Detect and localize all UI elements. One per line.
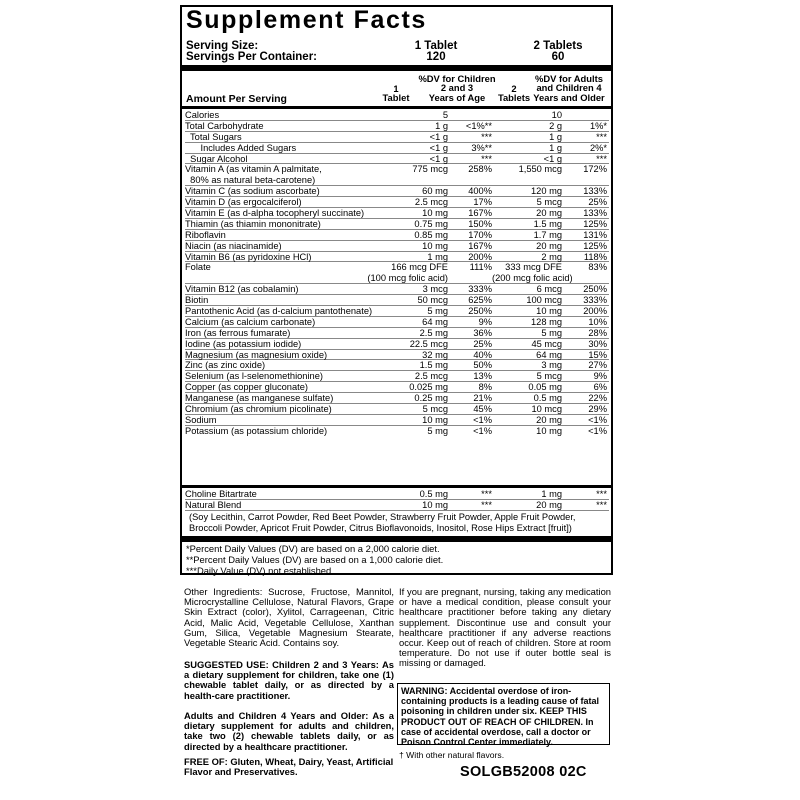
cell-amount-one-tablet: 10 mg xyxy=(422,499,448,510)
cell-dv-children: 3%** xyxy=(471,142,492,153)
cell-dv-adults: 250% xyxy=(583,284,607,295)
cell-name: Magnesium (as magnesium oxide) xyxy=(185,349,328,360)
thick-rule-header xyxy=(182,106,611,109)
cell-dv-children: 17% xyxy=(473,197,492,208)
cell-amount-two-tablets: 1.5 mg xyxy=(533,218,562,229)
cell-name: Niacin (as niacinamide) xyxy=(185,240,282,251)
cell-amount-two-tablets: 2 mg xyxy=(541,251,562,262)
cell-dv-adults: <1% xyxy=(588,414,607,425)
cell-name: Manganese (as manganese sulfate) xyxy=(185,393,334,404)
cell-amount-two-tablets: 45 mcg xyxy=(531,338,562,349)
cell-dv-children: <1%** xyxy=(465,120,492,131)
cell-name: Calories xyxy=(185,110,220,120)
footnote-2: **Percent Daily Values (DV) are based on a 1,000 calorie diet. xyxy=(186,554,444,565)
cell-amount-two-tablets: 128 mg xyxy=(530,316,562,327)
nutrient-row xyxy=(185,393,609,404)
cell-amount-two-tablets: 5 mcg xyxy=(536,371,562,382)
cell-dv-adults: *** xyxy=(596,131,607,142)
cell-name: Vitamin B6 (as pyridoxine HCl) xyxy=(185,251,312,262)
cell-dv-children: <1% xyxy=(473,425,492,436)
cell-dv-adults: 1%* xyxy=(589,120,607,131)
cell-name: Iodine (as potassium iodide) xyxy=(185,338,302,349)
nutrient-table xyxy=(185,110,609,437)
cell-dv-children: 13% xyxy=(473,371,492,382)
col-header-two-tablets: 2 Tablets xyxy=(497,83,531,104)
cell-dv-adults: 333% xyxy=(583,295,607,306)
nutrient-row xyxy=(185,339,609,350)
other-row xyxy=(185,489,609,500)
cell-name: Potassium (as potassium chloride) xyxy=(185,425,328,436)
cell-name: Total Carbohydrate xyxy=(185,120,264,131)
cell-dv-adults: 25% xyxy=(588,197,607,208)
suggested-use-adults: Adults and Children 4 Years and Older: As a dietary supplement for adults and children, take two (2) chewable tablets daily, or as directed by a healthcare practitioner. xyxy=(184,710,394,752)
nutrient-row xyxy=(185,360,609,371)
cell-dv-adults: 6% xyxy=(593,382,607,393)
nutrient-row xyxy=(185,132,609,143)
cell-dv-adults: 2%* xyxy=(589,142,607,153)
nutrient-row xyxy=(185,404,609,415)
cell-amount-two-tablets: 1 g xyxy=(549,131,562,142)
cell-dv-adults: *** xyxy=(596,489,607,499)
cell-dv-children: *** xyxy=(481,131,492,142)
cell-name: Biotin xyxy=(185,295,209,306)
nutrient-row xyxy=(185,306,609,317)
nutrient-row xyxy=(185,110,609,121)
nutrient-row xyxy=(185,143,609,154)
nutrient-row xyxy=(185,317,609,328)
cell-dv-children: 167% xyxy=(468,208,492,219)
cell-dv-adults: <1% xyxy=(588,425,607,436)
nutrient-row xyxy=(185,295,609,306)
serving-size-label: Serving Size: xyxy=(186,40,259,52)
cell-name: Vitamin B12 (as cobalamin) xyxy=(185,284,299,295)
cell-dv-children: 170% xyxy=(468,229,492,240)
cell-amount-one-tablet: <1 g xyxy=(429,131,448,142)
cell-name: Includes Added Sugars xyxy=(185,142,297,153)
cell-dv-adults: 83% xyxy=(588,262,607,273)
cell-dv-children: 150% xyxy=(468,218,492,229)
cell-amount-two-tablets: 3 mg xyxy=(541,360,562,371)
cell-dv-adults: 22% xyxy=(588,393,607,404)
servings-per-container-1: 120 xyxy=(426,51,446,63)
cell-amount-two-tablets: 2 g xyxy=(549,120,562,131)
nutrient-row xyxy=(185,230,609,241)
cell-dv-adults: 125% xyxy=(583,240,607,251)
nutrient-row xyxy=(185,197,609,208)
nutrient-row xyxy=(185,371,609,382)
caution-text: If you are pregnant, nursing, taking any medication or have a medical condition, please consult your healthcare practitioner before taking any dietary supplement. Discontinue use and consult your healthcare practitioner if any adverse reactions occur. Keep out of reach of children. Store at room temperature. Do not use if outer bottle seal is missing or damaged. xyxy=(399,586,611,669)
cell-amount-two-tablets: 5 mcg xyxy=(536,197,562,208)
cell-name: Choline Bitartrate xyxy=(185,489,257,499)
cell-name: Folate xyxy=(185,262,211,273)
cell-amount-one-tablet: 5 mg xyxy=(427,425,448,436)
cell-dv-children: *** xyxy=(481,489,492,499)
cell-dv-children: 21% xyxy=(473,393,492,404)
thick-rule-bottom xyxy=(182,536,611,542)
blend-line-2: Broccoli Powder, Apricot Fruit Powder, Citrus Bioflavonoids, Inositol, Rose Hips Extract [fruit]) xyxy=(189,523,572,533)
cell-dv-adults: 133% xyxy=(583,186,607,197)
nutrient-row xyxy=(185,262,609,273)
servings-per-container-2: 60 xyxy=(551,51,565,63)
cell-amount-one-tablet: 2.5 mg xyxy=(419,327,448,338)
nutrient-row xyxy=(185,415,609,426)
cell-dv-adults: 131% xyxy=(583,229,607,240)
nutrient-row xyxy=(185,121,609,132)
servings-per-container-label: Servings Per Container: xyxy=(186,51,318,63)
cell-amount-two-tablets: 20 mg xyxy=(536,208,562,219)
cell-amount-one-tablet: 5 mg xyxy=(427,306,448,317)
footnote-1: *Percent Daily Values (DV) are based on a 2,000 calorie diet. xyxy=(186,543,440,554)
cell-amount-two-tablets: 5 mg xyxy=(541,327,562,338)
cell-name: Iron (as ferrous fumarate) xyxy=(185,327,291,338)
cell-dv-adults: 15% xyxy=(588,349,607,360)
cell-dv-children: <1% xyxy=(473,414,492,425)
cell-amount-two-tablets: 333 mcg DFE xyxy=(505,262,562,273)
cell-amount-two-tablets: 10 mg xyxy=(536,425,562,436)
cell-amount-one-tablet: 0.025 mg xyxy=(409,382,448,393)
nutrient-row xyxy=(185,241,609,252)
nutrient-row xyxy=(185,382,609,393)
cell-name: Total Sugars xyxy=(185,131,242,142)
cell-amount-two-tablets: 0.5 mg xyxy=(533,393,562,404)
cell-name: Vitamin A (as vitamin A palmitate, xyxy=(185,164,322,175)
cell-name: Sodium xyxy=(185,414,217,425)
cell-amount-two-tablets: 10 mg xyxy=(536,306,562,317)
serving-size-1: 1 Tablet xyxy=(414,40,458,52)
cell-dv-adults: 10% xyxy=(588,316,607,327)
cell-dv-adults: 28% xyxy=(588,327,607,338)
cell-dv-children: 167% xyxy=(468,240,492,251)
cell-name: Chromium (as chromium picolinate) xyxy=(185,404,332,415)
cell-dv-children: 200% xyxy=(468,251,492,262)
cell-amount-one-tablet: 2.5 mcg xyxy=(414,197,448,208)
cell-amount-one-tablet: 32 mg xyxy=(422,349,448,360)
thick-rule-other xyxy=(182,485,611,488)
cell-name: Vitamin E (as d-alpha tocopheryl succinate) xyxy=(185,208,365,219)
cell-name: Sugar Alcohol xyxy=(185,153,248,164)
thick-rule-top xyxy=(182,65,611,71)
cell-amount-one-tablet: 5 xyxy=(442,110,448,120)
col-header-children-dv: %DV for Children 2 and 3 Years of Age xyxy=(418,73,496,103)
nutrient-row xyxy=(185,350,609,361)
cell-dv-children: 9% xyxy=(478,316,492,327)
cell-amount-two-tablets: 20 mg xyxy=(536,499,562,510)
other-ingredients-text: Other Ingredients: Sucrose, Fructose, Mannitol, Microcrystalline Cellulose, Natural Flavors, Grape Skin Extract (color), Xylitol, Carrageenan, Citric Acid, Malic Acid, Vegetable Cellulose, Xanthan Gum, Silica, Vegetable Magnesium Stearate, Vegetable Stearic Acid. Contains soy. xyxy=(184,586,394,649)
cell-amount-two-tablets: <1 g xyxy=(543,153,562,164)
natural-flavors-note: † With other natural flavors. xyxy=(399,750,505,760)
cell-dv-adults: 200% xyxy=(583,306,607,317)
cell-amount-one-tablet: 3 mcg xyxy=(422,284,448,295)
cell-amount-two-tablets: 6 mcg xyxy=(536,284,562,295)
cell-amount-one-tablet: (100 mcg folic acid) xyxy=(367,273,448,284)
cell-amount-two-tablets: 10 xyxy=(551,110,562,120)
cell-dv-children: 45% xyxy=(473,404,492,415)
nutrient-row xyxy=(185,208,609,219)
panel-title: Supplement Facts xyxy=(186,6,427,34)
cell-amount-two-tablets: 64 mg xyxy=(536,349,562,360)
cell-amount-one-tablet: 64 mg xyxy=(422,316,448,327)
cell-dv-adults: 27% xyxy=(588,360,607,371)
nutrient-row xyxy=(185,328,609,339)
cell-name: Riboflavin xyxy=(185,229,226,240)
cell-amount-one-tablet: 1 mg xyxy=(427,251,448,262)
cell-dv-adults: 172% xyxy=(583,164,607,175)
cell-name: Selenium (as l-selenomethionine) xyxy=(185,371,323,382)
cell-amount-one-tablet: 22.5 mcg xyxy=(409,338,448,349)
nutrient-row xyxy=(185,252,609,263)
nutrient-row xyxy=(185,175,609,186)
cell-dv-adults: *** xyxy=(596,499,607,510)
iron-warning-box: WARNING: Accidental overdose of iron-containing products is a leading cause of fatal poisoning in children under six. KEEP THIS PRODUCT OUT OF REACH OF CHILDREN. In case of accidental overdose, call a doctor or Poison Control Center immediately. xyxy=(397,683,610,745)
cell-amount-one-tablet: 166 mcg DFE xyxy=(391,262,448,273)
cell-amount-one-tablet: 775 mcg xyxy=(412,164,448,175)
nutrient-row xyxy=(185,284,609,295)
cell-dv-adults: 29% xyxy=(588,404,607,415)
cell-amount-one-tablet: 60 mg xyxy=(422,186,448,197)
cell-amount-one-tablet: 0.5 mg xyxy=(419,489,448,499)
serving-size-2: 2 Tablets xyxy=(533,40,583,52)
nutrient-row xyxy=(185,186,609,197)
cell-dv-children: 333% xyxy=(468,284,492,295)
cell-amount-one-tablet: 2.5 mcg xyxy=(414,371,448,382)
cell-dv-children: 400% xyxy=(468,186,492,197)
cell-amount-two-tablets: 10 mcg xyxy=(531,404,562,415)
nutrient-row xyxy=(185,426,609,437)
cell-amount-one-tablet: 50 mcg xyxy=(417,295,448,306)
cell-amount-one-tablet: <1 g xyxy=(429,142,448,153)
cell-dv-children: 258% xyxy=(468,164,492,175)
cell-dv-children: 36% xyxy=(473,327,492,338)
cell-amount-one-tablet: 0.75 mg xyxy=(414,218,448,229)
footnote-3: ***Daily Value (DV) not established. xyxy=(186,565,334,576)
cell-amount-two-tablets: 120 mg xyxy=(530,186,562,197)
cell-amount-two-tablets: 1.7 mg xyxy=(533,229,562,240)
other-ingredients-table xyxy=(185,489,609,511)
col-header-one-tablet: 1 Tablet xyxy=(382,83,410,104)
cell-dv-adults: *** xyxy=(596,153,607,164)
cell-dv-children: *** xyxy=(481,153,492,164)
cell-amount-one-tablet: <1 g xyxy=(429,153,448,164)
nutrient-row xyxy=(185,219,609,230)
cell-name: Zinc (as zinc oxide) xyxy=(185,360,266,371)
cell-name: Vitamin C (as sodium ascorbate) xyxy=(185,186,320,197)
cell-name: Copper (as copper gluconate) xyxy=(185,382,308,393)
cell-dv-adults: 133% xyxy=(583,208,607,219)
cell-dv-adults: 125% xyxy=(583,218,607,229)
cell-name: Thiamin (as thiamin mononitrate) xyxy=(185,218,321,229)
cell-dv-children: 111% xyxy=(469,262,492,273)
cell-name: Vitamin D (as ergocalciferol) xyxy=(185,197,302,208)
cell-amount-two-tablets: 1 g xyxy=(549,142,562,153)
suggested-use-children: SUGGESTED USE: Children 2 and 3 Years: As a dietary supplement for children, take one (1) chewable tablet daily, or as directed by a health-care practitioner. xyxy=(184,659,394,701)
cell-dv-children: 8% xyxy=(478,382,492,393)
cell-amount-one-tablet: 0.25 mg xyxy=(414,393,448,404)
cell-amount-two-tablets: 0.05 mg xyxy=(528,382,562,393)
cell-amount-two-tablets: 1 mg xyxy=(541,489,562,499)
cell-dv-adults: 9% xyxy=(593,371,607,382)
free-of-text: FREE OF: Gluten, Wheat, Dairy, Yeast, Artificial Flavor and Preservatives. xyxy=(184,756,394,778)
cell-dv-adults: 30% xyxy=(588,338,607,349)
nutrient-row xyxy=(185,154,609,165)
cell-name: 80% as natural beta-carotene) xyxy=(185,175,316,186)
cell-amount-two-tablets: (200 mcg folic acid) xyxy=(492,273,573,284)
cell-amount-one-tablet: 10 mg xyxy=(422,208,448,219)
cell-amount-two-tablets: 20 mg xyxy=(536,240,562,251)
other-row xyxy=(185,500,609,511)
cell-amount-one-tablet: 10 mg xyxy=(422,240,448,251)
nutrient-row xyxy=(185,273,609,284)
col-header-adults-dv: %DV for Adults and Children 4 Years and Older xyxy=(533,73,605,103)
cell-dv-children: 40% xyxy=(473,349,492,360)
product-code: SOLGB52008 02C xyxy=(460,764,587,780)
cell-name: Calcium (as calcium carbonate) xyxy=(185,316,316,327)
cell-amount-one-tablet: 5 mcg xyxy=(422,404,448,415)
cell-amount-one-tablet: 10 mg xyxy=(422,414,448,425)
nutrient-row xyxy=(185,164,609,175)
amount-per-serving-label: Amount Per Serving xyxy=(186,93,287,105)
cell-amount-two-tablets: 1,550 mcg xyxy=(518,164,562,175)
cell-dv-children: 250% xyxy=(468,306,492,317)
cell-dv-children: 625% xyxy=(468,295,492,306)
cell-amount-two-tablets: 20 mg xyxy=(536,414,562,425)
blend-line-1: (Soy Lecithin, Carrot Powder, Red Beet Powder, Strawberry Fruit Powder, Apple Fruit Powder, xyxy=(189,512,576,522)
cell-dv-children: 50% xyxy=(473,360,492,371)
cell-name: Pantothenic Acid (as d-calcium pantothenate) xyxy=(185,306,373,317)
cell-name: Natural Blend xyxy=(185,499,242,510)
cell-amount-one-tablet: 1 g xyxy=(435,120,448,131)
cell-dv-children: 25% xyxy=(473,338,492,349)
cell-dv-adults: 118% xyxy=(583,251,607,262)
cell-amount-two-tablets: 100 mcg xyxy=(526,295,562,306)
cell-dv-children: *** xyxy=(481,499,492,510)
cell-amount-one-tablet: 1.5 mg xyxy=(419,360,448,371)
cell-amount-one-tablet: 0.85 mg xyxy=(414,229,448,240)
